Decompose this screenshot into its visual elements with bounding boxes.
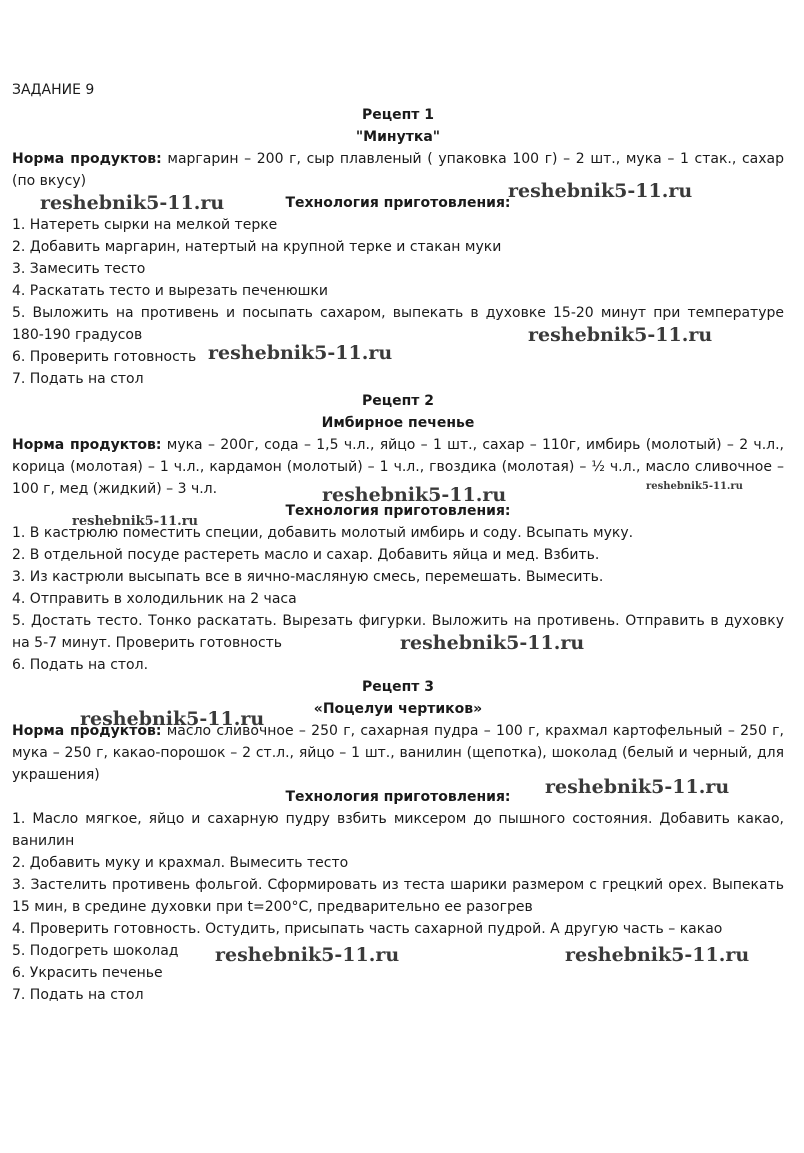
step-item: 2. В отдельной посуде растереть масло и сахар. Добавить яйца и мед. Взбить. — [12, 547, 600, 563]
recipe-name: "Минутка" — [355, 129, 441, 145]
watermark: reshebnik5-11.ru — [40, 192, 225, 214]
step-item: 5. Выложить на противень и посыпать сахаром, выпекать в духовке 15-20 минут при температуре 180-190 градусов — [12, 305, 784, 343]
watermark: reshebnik5-11.ru — [508, 180, 693, 202]
step-item: 3. Из кастрюли высыпать все в яично-масляную смесь, перемешать. Вымесить. — [12, 569, 604, 585]
method-heading: Технология приготовления: — [285, 195, 511, 211]
recipe-heading: Рецепт 2 — [361, 393, 435, 409]
step-item: 6. Проверить готовность — [12, 349, 197, 365]
watermark: reshebnik5-11.ru — [565, 944, 750, 966]
step-item: 2. Добавить муку и крахмал. Вымесить тесто — [12, 855, 349, 871]
ingredients-text: мука – 200г, сода – 1,5 ч.л., яйцо – 1 шт., сахар – 110г, имбирь (молотый) – 2 ч.л., корица (молотая) – 1 ч.л., кардамон (молотый) – 1 ч.л., гвоздика (молотая) – ½ ч.л., масло сливочное – 100 г, мед (жидкий) – 3 ч.л. — [12, 437, 784, 497]
step-item: 4. Проверить готовность. Остудить, присыпать часть сахарной пудрой. А другую часть – какао — [12, 921, 723, 937]
watermark: reshebnik5-11.ru — [646, 481, 743, 492]
recipe-document — [12, 104, 784, 1006]
recipe-heading: Рецепт 3 — [361, 679, 435, 695]
watermark: reshebnik5-11.ru — [545, 776, 730, 798]
step-item: 4. Отправить в холодильник на 2 часа — [12, 591, 297, 607]
step-item: 3. Замесить тесто — [12, 261, 146, 277]
step-item: 1. Натереть сырки на мелкой терке — [12, 217, 278, 233]
step-item: 5. Подогреть шоколад — [12, 943, 179, 959]
recipe-name: «Поцелуи чертиков» — [313, 701, 483, 717]
watermark: reshebnik5-11.ru — [208, 342, 393, 364]
recipe-name: Имбирное печенье — [321, 415, 475, 431]
ingredients-text: маргарин – 200 г, сыр плавленый ( упаковка 100 г) – 2 шт., мука – 1 стак., сахар (по вкусу) — [12, 151, 784, 189]
method-heading: Технология приготовления: — [285, 503, 511, 519]
watermark: reshebnik5-11.ru — [528, 324, 713, 346]
steps-list — [12, 808, 784, 1006]
step-item: 2. Добавить маргарин, натертый на крупной терке и стакан муки — [12, 239, 502, 255]
watermark: reshebnik5-11.ru — [215, 944, 400, 966]
step-item: 7. Подать на стол — [12, 371, 144, 387]
watermark: reshebnik5-11.ru — [72, 514, 199, 529]
step-item: 4. Раскатать тесто и вырезать печенюшки — [12, 283, 328, 299]
steps-list — [12, 214, 784, 390]
step-item: 7. Подать на стол — [12, 987, 144, 1003]
steps-list — [12, 522, 784, 676]
task-title: ЗАДАНИЕ 9 — [12, 82, 95, 98]
ingredients-label: Норма продуктов: — [12, 723, 162, 739]
step-item: 1. В кастрюлю поместить специи, добавить молотый имбирь и соду. Всыпать муку. — [12, 525, 634, 541]
step-item: 5. Достать тесто. Тонко раскатать. Вырезать фигурки. Выложить на противень. Отправить в духовку на 5-7 минут. Проверить готовность — [12, 613, 784, 651]
step-item: 6. Подать на стол. — [12, 657, 149, 673]
watermark: reshebnik5-11.ru — [80, 708, 265, 730]
method-heading: Технология приготовления: — [285, 789, 511, 805]
watermark: reshebnik5-11.ru — [322, 484, 507, 506]
watermark: reshebnik5-11.ru — [400, 632, 585, 654]
ingredients-label: Норма продуктов: — [12, 151, 162, 167]
recipe-1 — [12, 104, 784, 390]
ingredients-label: Норма продуктов: — [12, 437, 162, 453]
step-item: 6. Украсить печенье — [12, 965, 163, 981]
recipe-2 — [12, 390, 784, 676]
recipe-heading: Рецепт 1 — [361, 107, 435, 123]
ingredients-text: масло сливочное – 250 г, сахарная пудра – 100 г, крахмал картофельный – 250 г, мука – 250 г, какао-порошок – 2 ст.л., яйцо – 1 шт., ванилин (щепотка), шоколад (белый и черный, для украшения) — [12, 723, 784, 783]
step-item: 1. Масло мягкое, яйцо и сахарную пудру взбить миксером до пышного состояния. Добавить какао, ванилин — [12, 811, 784, 849]
step-item: 3. Застелить противень фольгой. Сформировать из теста шарики размером с грецкий орех. Выпекать 15 мин, в средине духовки при t=200°С, предварительно ее разогрев — [12, 877, 784, 915]
